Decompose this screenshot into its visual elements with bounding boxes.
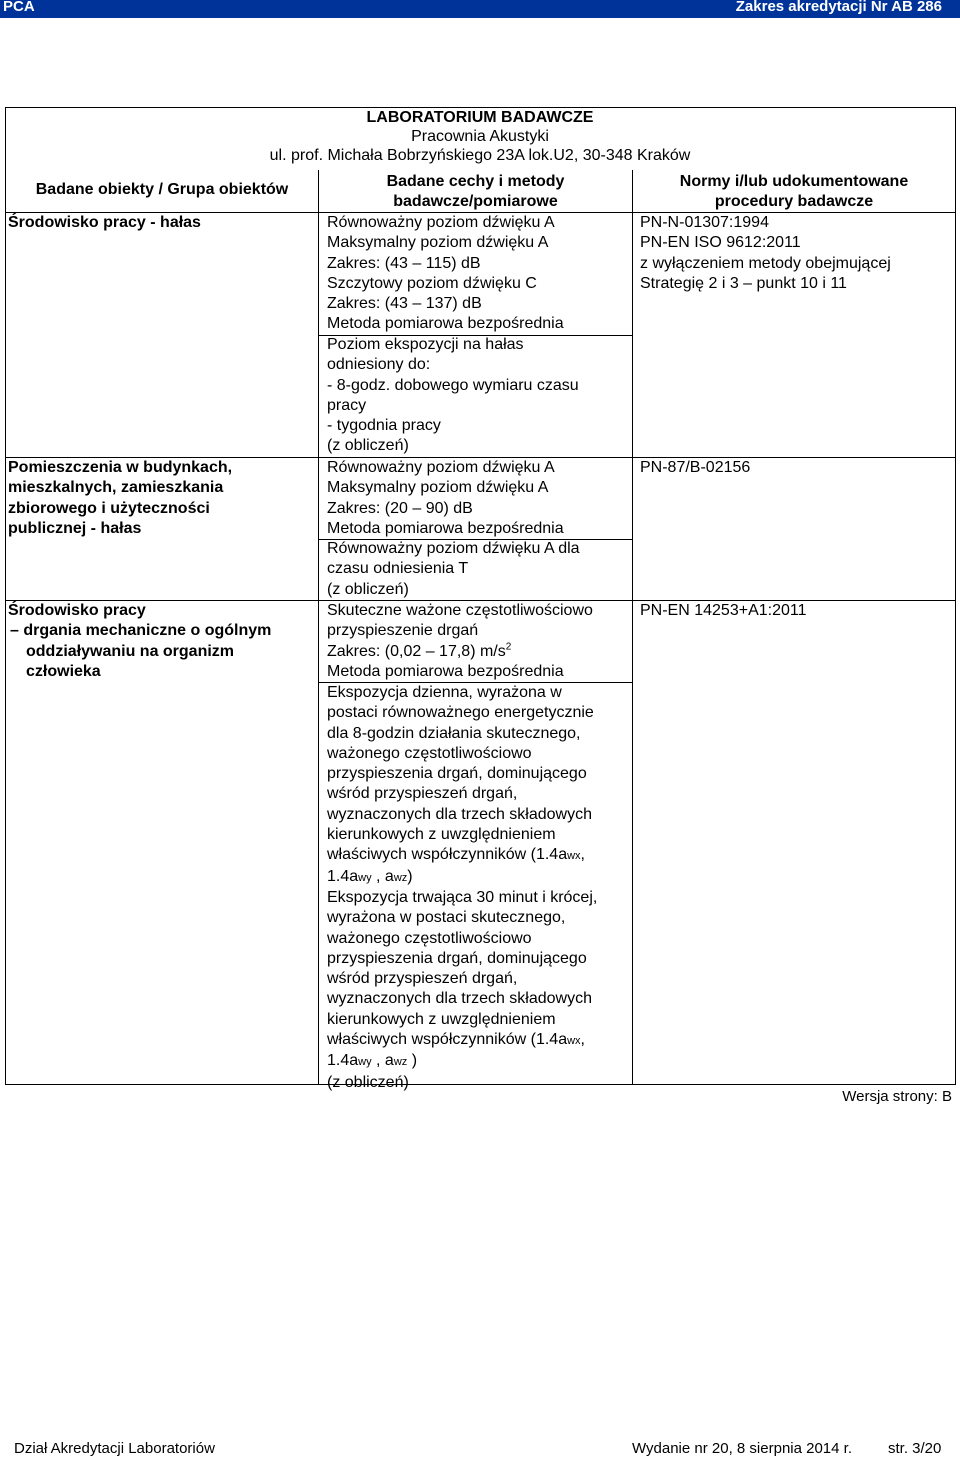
column-divider-1	[318, 170, 319, 1085]
lab-address: ul. prof. Michała Bobrzyńskiego 23A lok.U2, 30-348 Kraków	[269, 147, 691, 164]
row3-methods-b: Ekspozycja dzienna, wyrażona w postaci równoważnego energetycznie dla 8-godzin działania skutecznego, ważonego częstotliwościowo przyspieszenia drgań, dominującego wśród przyspieszeń drgań, wyznaczonych dla trzech składowych kierunkowych z uwzględnieniem właściwych współczynników (1.4awx, 1.4awy , awz) Ekspozycja trwająca 30 minut i krócej, wyrażona w postaci skutecznego, ważonego częstotliwościowo przyspieszenia drgań, dominującego wśród przyspieszeń drgań, wyznaczonych dla trzech składowych kierunkowych z uwzględnieniem właściwych współczynników (1.4awx, 1.4awy , awz ) (z obliczeń)	[327, 684, 598, 1091]
header-bar	[0, 0, 960, 18]
row2-norms: PN-87/B-02156	[640, 459, 751, 476]
column-divider-2	[632, 170, 633, 1085]
row2-methods-a: Równoważny poziom dźwięku A Maksymalny poziom dźwięku A Zakres: (20 – 90) dB Metoda pomiarowa bezpośrednia	[327, 459, 564, 537]
footer-right: str. 3/20	[888, 1440, 942, 1457]
lab-heading	[240, 108, 720, 165]
row1-object: Środowisko pracy - hałas	[8, 214, 201, 231]
row3-object: Środowisko pracy – drgania mechaniczne o ogólnym oddziaływaniu na organizm człowieka	[8, 602, 272, 680]
row2-methods-b: Równoważny poziom dźwięku A dla czasu odniesienia T (z obliczeń)	[327, 540, 580, 598]
column-header-norms: Normy i/lub udokumentowane procedury badawcze	[679, 173, 909, 210]
footer-left: Dział Akredytacji Laboratoriów	[14, 1440, 215, 1457]
row2-object: Pomieszczenia w budynkach, mieszkalnych, zamieszkania zbiorowego i użyteczności publicznej - hałas	[8, 459, 233, 537]
row1-methods-a: Równoważny poziom dźwięku A Maksymalny poziom dźwięku A Zakres: (43 – 115) dB Szczytowy poziom dźwięku C Zakres: (43 – 137) dB Metoda pomiarowa bezpośrednia	[327, 214, 564, 333]
row1-norms: PN-N-01307:1994 PN-EN ISO 9612:2011 z wyłączeniem metody obejmującej Strategię 2 i 3 – punkt 10 i 11	[640, 214, 891, 292]
footer-middle: Wydanie nr 20, 8 sierpnia 2014 r.	[632, 1440, 852, 1457]
header-right: Zakres akredytacji Nr AB 286	[735, 0, 942, 15]
page-version: Wersja strony: B	[842, 1088, 952, 1105]
row1-methods-b: Poziom ekspozycji na hałas odniesiony do: - 8-godz. dobowego wymiaru czasu pracy - tygodnia pracy (z obliczeń)	[327, 336, 579, 455]
vibration-range: Zakres: (0,02 – 17,8) $m/s^2$	[327, 641, 512, 660]
row3-norms: PN-EN 14253+A1:2011	[640, 602, 807, 619]
column-header-objects: Badane obiekty / Grupa obiektów	[35, 181, 289, 198]
header-left: PCA	[3, 0, 35, 15]
lab-name: LABORATORIUM BADAWCZE	[366, 109, 594, 126]
column-header-methods: Badane cechy i metody badawcze/pomiarowe	[386, 173, 565, 210]
row3-methods-a: Skuteczne ważone częstotliwościowo przyspieszenie drgań Zakres: (0,02 – 17,8) $m/s^2$ Metoda pomiarowa bezpośrednia	[327, 601, 627, 682]
lab-unit: Pracownia Akustyki	[411, 128, 549, 145]
